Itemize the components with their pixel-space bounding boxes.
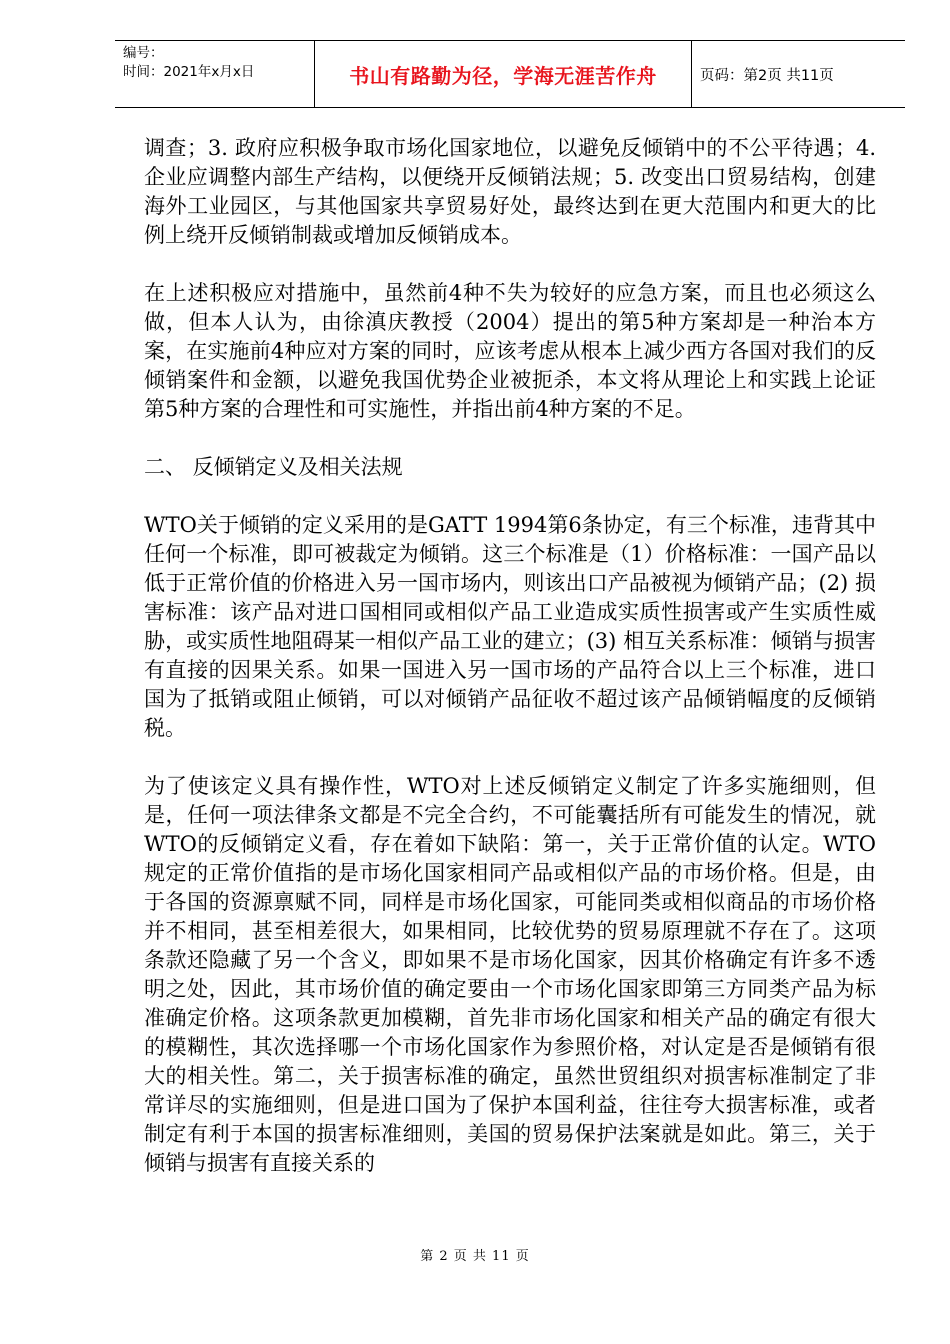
header-motto bbox=[315, 41, 692, 107]
section-heading: 二、 反倾销定义及相关法规 bbox=[144, 455, 403, 479]
paragraph-measures-list: 调查；3. 政府应积极争取市场化国家地位，以避免反倾销中的不公平待遇；4. 企业应调整内部生产结构，以便绕开反倾销法规；5. 改变出口贸易结构，创建海外工业园区，与其他国家共享贸易好处，最终达到在更大范围内和更大的比例上绕开反倾销制裁或增加反倾销成本。 bbox=[144, 136, 876, 247]
paragraph-fifth-solution: 在上述积极应对措施中，虽然前4种不失为较好的应急方案，而且也必须这么做，但本人认为，由徐滇庆教授（2004）提出的第5种方案却是一种治本方案，在实施前4种应对方案的同时，应该考虑从根本上减少西方各国对我们的反倾销案件和金额，以避免我国优势企业被扼杀，本文将从理论上和实践上论证第5种方案的合理性和可实施性，并指出前4种方案的不足。 bbox=[144, 281, 876, 421]
paragraph-wto-definition: WTO关于倾销的定义采用的是GATT 1994第6条协定，有三个标准，违背其中任何一个标准，即可被裁定为倾销。这三个标准是（1）价格标准：一国产品以低于正常价值的价格进入另一国市场内，则该出口产品被视为倾销产品；(2) 损害标准：该产品对进口国相同或相似产品工业造成实质性损害或产生实质性威胁，或实质性地阻碍某一相似产品工业的建立；(3) 相互关系标准：倾销与损害有直接的因果关系。如果一国进入另一国市场的产品符合以上三个标准，进口国为了抵销或阻止倾销，可以对倾销产品征收不超过该产品倾销幅度的反倾销税。 bbox=[144, 513, 876, 740]
motto-text: 书山有路勤为径，学海无涯苦作舟 bbox=[349, 63, 657, 88]
header-page-info: 页码：第2页 共11页 bbox=[700, 67, 834, 84]
document-body bbox=[144, 134, 876, 1207]
page-footer: 第 2 页 共 11 页 bbox=[420, 1249, 530, 1264]
document-time-label: 时间：2021年x月x日 bbox=[123, 64, 255, 80]
header-meta bbox=[115, 41, 315, 107]
document-number-label: 编号： bbox=[123, 45, 164, 61]
paragraph-definition-defects: 为了使该定义具有操作性，WTO对上述反倾销定义制定了许多实施细则，但是，任何一项法律条文都是不完全合约，不可能囊括所有可能发生的情况，就WTO的反倾销定义看，存在着如下缺陷：第一，关于正常价值的认定。WTO规定的正常价值指的是市场化国家相同产品或相似产品的市场价格。但是，由于各国的资源禀赋不同，同样是市场化国家，可能同类或相似商品的市场价格并不相同，甚至相差很大，如果相同，比较优势的贸易原理就不存在了。这项条款还隐藏了另一个含义，即如果不是市场化国家，因其价格确定有许多不透明之处，因此，其市场价值的确定要由一个市场化国家即第三方同类产品为标准确定价格。这项条款更加模糊，首先非市场化国家和相关产品的确定有很大的模糊性，其次选择哪一个市场化国家作为参照价格，对认定是否是倾销有很大的相关性。第二，关于损害标准的确定，虽然世贸组织对损害标准制定了非常详尽的实施细则，但是进口国为了保护本国利益，往往夸大损害标准，或者制定有利于本国的损害标准细则，美国的贸易保护法案就是如此。第三，关于倾销与损害有直接关系的 bbox=[144, 774, 876, 1175]
page-header bbox=[115, 40, 905, 108]
